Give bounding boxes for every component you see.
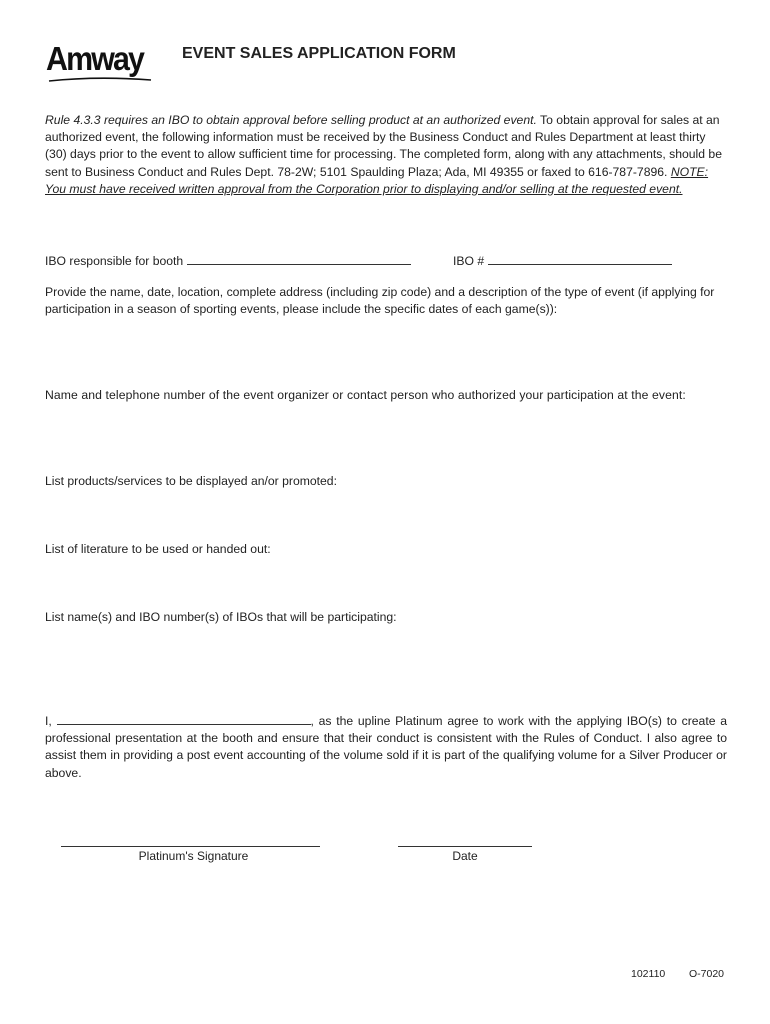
date-label: Date xyxy=(452,849,478,863)
ibo-number-input[interactable] xyxy=(488,251,672,265)
products-question: List products/services to be displayed an/or promoted: xyxy=(45,474,337,488)
form-title: EVENT SALES APPLICATION FORM xyxy=(182,45,456,62)
literature-answer[interactable] xyxy=(45,558,727,606)
logo-swoosh-icon xyxy=(47,74,155,84)
participants-question: List name(s) and IBO number(s) of IBOs that will be participating: xyxy=(45,610,397,624)
agreement-prefix: I, xyxy=(45,714,52,728)
approval-note: NOTE: You must have received written approval from the Corporation prior to displaying and/or selling at the requested event. xyxy=(45,164,709,196)
platinum-signature-line[interactable] xyxy=(61,846,320,847)
rule-text: Rule 4.3.3 requires an IBO to obtain approval before selling product at an authorized event. xyxy=(45,113,537,127)
literature-question: List of literature to be used or handed out: xyxy=(45,542,271,556)
form-revision-code: 102110 xyxy=(631,968,666,980)
intro-paragraph xyxy=(45,112,727,198)
platinum-name-input[interactable] xyxy=(57,711,311,725)
ibo-booth-row xyxy=(45,251,411,269)
date-line[interactable] xyxy=(398,846,532,847)
amway-logo: Amway xyxy=(46,40,144,77)
platinum-signature-label: Platinum's Signature xyxy=(138,849,249,863)
organizer-question: Name and telephone number of the event organizer or contact person who authorized your participation at the event: xyxy=(45,388,686,402)
ibo-number-row xyxy=(453,251,672,269)
agreement-text: , as the upline Platinum agree to work with the applying IBO(s) to create a professional presentation at the booth and ensure that their conduct is consistent with the Rules of Conduct. I also agree to assist them in providing a post event accounting of the volume sold if it is part of the qualifying volume for a Silver Producer or above. xyxy=(45,714,727,780)
participants-answer[interactable] xyxy=(45,626,727,706)
ibo-booth-input[interactable] xyxy=(187,251,411,265)
products-answer[interactable] xyxy=(45,490,727,538)
ibo-booth-label: IBO responsible for booth xyxy=(45,254,184,268)
event-details-answer[interactable] xyxy=(45,318,727,384)
form-number-code: O-7020 xyxy=(689,968,725,980)
intro-body: To obtain approval for sales at an authorized event, the following information must be received by the Business Conduct and Rules Department at least thirty (30) days prior to the event to allow sufficient time for processing. The completed form, along with any attachments, should be sent to Business Conduct and Rules Dept. 78-2W; 5101 Spaulding Plaza; Ada, MI 49355 or faxed to 616-787-7896. xyxy=(45,113,722,179)
agreement-paragraph xyxy=(45,711,727,782)
ibo-number-label: IBO # xyxy=(453,254,485,268)
organizer-answer[interactable] xyxy=(45,420,727,470)
event-details-question: Provide the name, date, location, complete address (including zip code) and a description of the type of event (if applying for participation in a season of sporting events, please include the specific dates of each game(s)): xyxy=(45,285,715,317)
